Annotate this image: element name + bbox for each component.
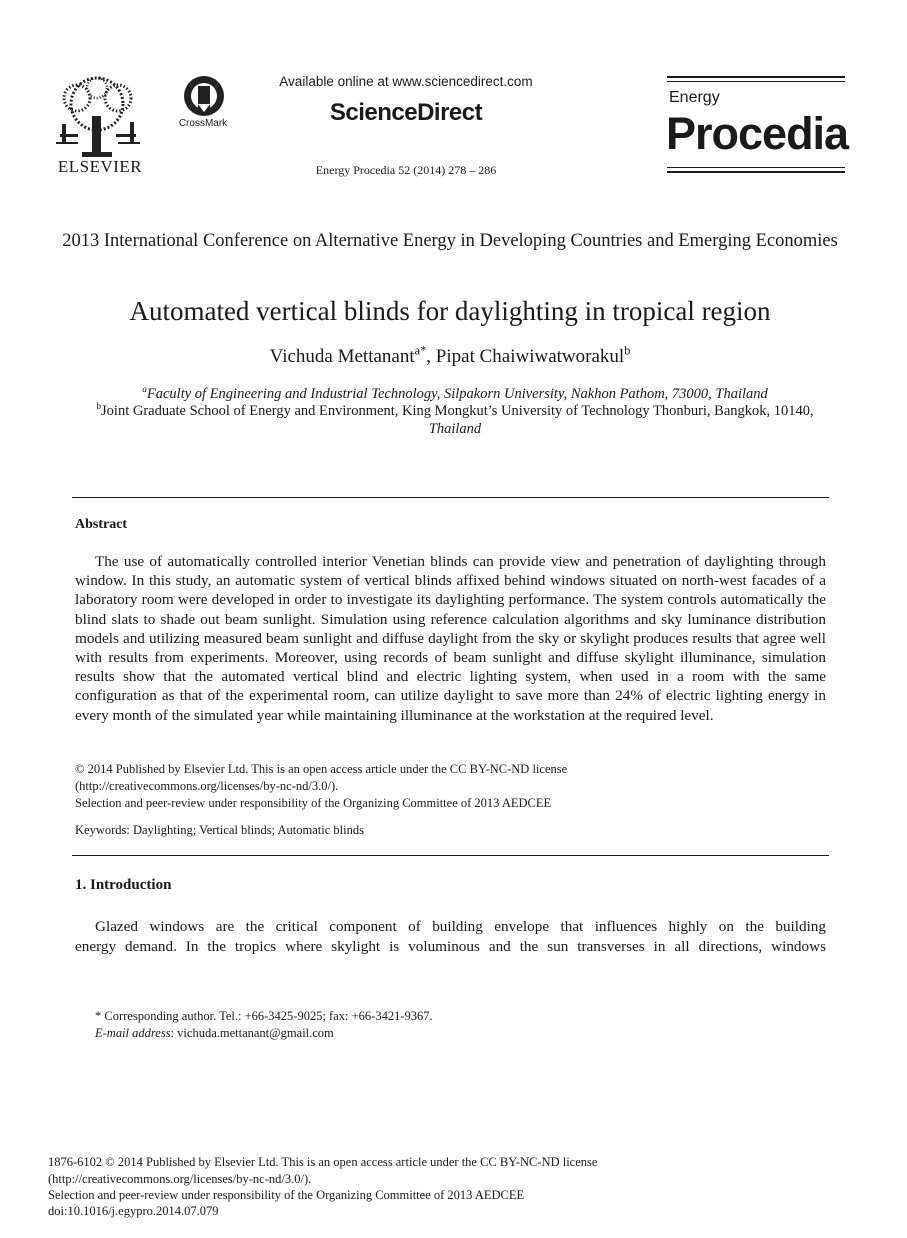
introduction-body — [75, 917, 826, 957]
conference-name: 2013 International Conference on Alternative Energy in Developing Countries and Emerging Economies — [62, 231, 838, 251]
abstract-body — [75, 552, 826, 725]
section-divider — [72, 855, 829, 856]
license-line — [75, 778, 338, 795]
introduction-heading: 1. Introduction — [75, 877, 172, 893]
author-name: Pipat Chaiwiwatworakul — [435, 346, 625, 367]
corresponding-author-footnote: * Corresponding author. Tel.: +66-3425-9025; fax: +66-3421-9367. — [95, 1009, 433, 1023]
license-paren: ). — [303, 1172, 312, 1186]
affil-mark: b — [96, 402, 102, 413]
license-paren: ). — [330, 779, 339, 793]
publisher-name: ELSEVIER — [57, 157, 143, 176]
email-footnote — [95, 1026, 334, 1041]
affiliation-a — [70, 386, 840, 404]
license-paren: ( — [75, 779, 80, 793]
footer-peer-review: Selection and peer-review under responsibility of the Organizing Committee of 2013 AEDCEE — [48, 1188, 525, 1202]
author-affil-mark: b — [624, 343, 631, 358]
author-list — [40, 343, 860, 368]
introduction-line: Glazed windows are the critical component of building envelope that influences highly on the building — [95, 918, 826, 935]
journal-logo-rule-bottom-thin — [667, 167, 845, 168]
journal-logo-rule-bottom — [667, 171, 845, 173]
sciencedirect-logo: ScienceDirect — [329, 99, 483, 126]
affiliation-b-country: Thailand — [428, 421, 482, 437]
introduction-line: energy demand. In the tropics where skylight is voluminous and the sun transverses in all directions, windows — [75, 938, 826, 955]
issn-line: 1876-6102 © 2014 Published by Elsevier Ltd. This is an open access article under the CC BY-NC-ND license — [48, 1155, 598, 1169]
journal-logo-energy: Energy — [669, 89, 720, 106]
paper-title: Automated vertical blinds for daylighting in tropical region — [129, 296, 771, 326]
email-label: E-mail address — [95, 1026, 171, 1040]
email-address[interactable]: : vichuda.mettanant@gmail.com — [170, 1026, 334, 1040]
journal-citation: Energy Procedia 52 (2014) 278 – 286 — [315, 163, 497, 177]
license-link[interactable]: http://creativecommons.org/licenses/by-nc-nd/3.0/ — [79, 779, 331, 793]
doi[interactable]: doi:10.1016/j.egypro.2014.07.079 — [48, 1204, 219, 1218]
keywords: Keywords: Daylighting; Vertical blinds; Automatic blinds — [75, 823, 364, 837]
affil-text: Joint Graduate School of Energy and Environment, King Mongkut’s University of Technology Thonburi, Bangkok, 10140, — [101, 403, 814, 419]
copyright-line: © 2014 Published by Elsevier Ltd. This is an open access article under the CC BY-NC-ND license — [75, 762, 568, 776]
affil-mark: a — [142, 385, 147, 396]
footer-license-link[interactable]: http://creativecommons.org/licenses/by-nc-nd/3.0/ — [52, 1172, 304, 1186]
abstract-text: The use of automatically controlled interior Venetian blinds can provide view and penetration of daylighting through window. In this study, an automatic system of vertical blinds affixed behind windows situated on north-west facades of a laboratory room were developed in order to investigate its daylighting performance. The system controls automatically the blind slats to shade out beam sunlight. Simulation using reference calculation algorithms and sky luminance distribution models and utilizing measured beam sunlight and diffuse daylight from the sky or skylight produces results that agree well with results from experiments. Moreover, using records of beam sunlight and diffuse skylight illuminance, simulation results show that the automated vertical blind and electric lighting system, when used in a room with the same configuration as that of the experimental room, can utilize daylight to save more than 24% of electric lighting energy in every month of the simulated year while maintaining illuminance at the workstation at the required level. — [75, 553, 826, 724]
author-separator: , — [426, 346, 436, 367]
journal-logo-rule-top-thin — [667, 81, 845, 82]
footer-license-line — [48, 1171, 311, 1187]
available-online-text: Available online at www.sciencedirect.com — [279, 74, 533, 89]
journal-logo-procedia: Procedia — [666, 108, 849, 159]
peer-review-line: Selection and peer-review under responsibility of the Organizing Committee of 2013 AEDCEE — [75, 796, 552, 810]
author-name: Vichuda Mettanant — [269, 346, 415, 367]
license-paren: ( — [48, 1172, 53, 1186]
affiliation-b — [70, 403, 840, 421]
journal-logo-rule-top — [667, 76, 845, 78]
section-divider — [72, 497, 829, 498]
author-affil-mark: a* — [414, 343, 427, 358]
affil-text: Faculty of Engineering and Industrial Technology, Silpakorn University, Nakhon Pathom, 73000, Thailand — [146, 386, 768, 402]
abstract-heading: Abstract — [75, 517, 128, 532]
crossmark-label: CrossMark — [178, 118, 228, 129]
